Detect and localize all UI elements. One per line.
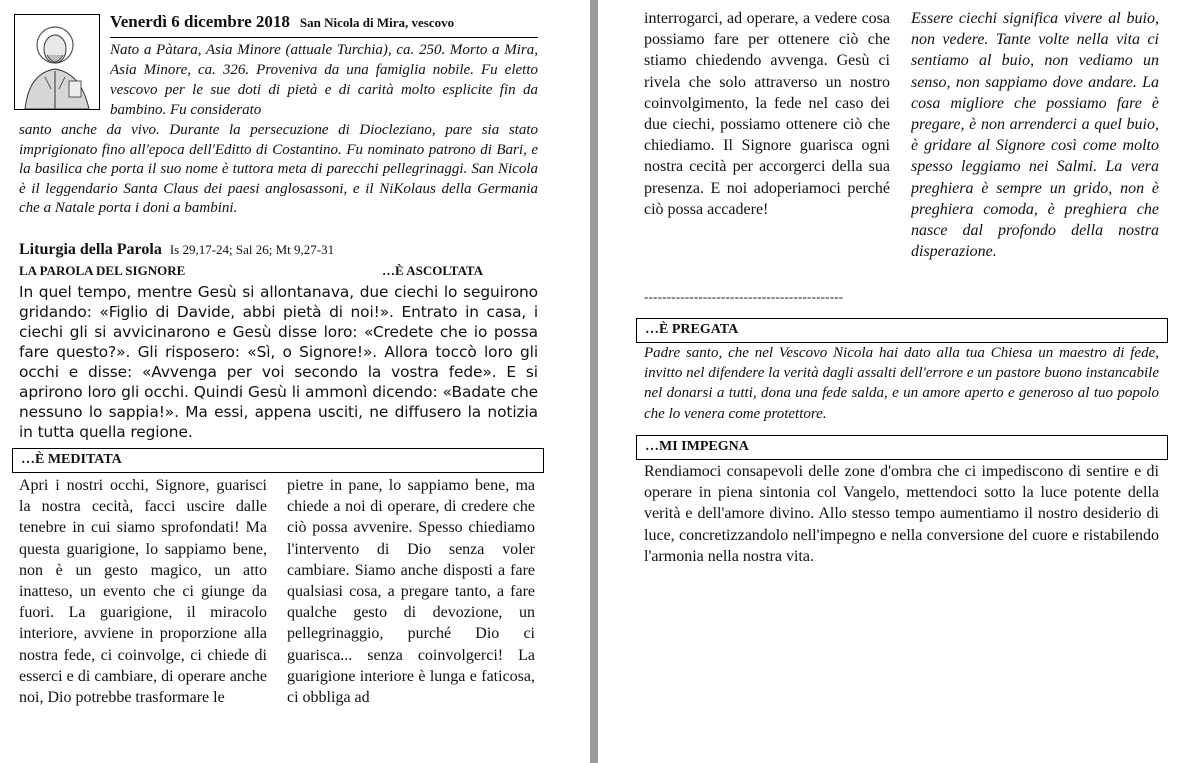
section-commit: …MI IMPEGNA <box>645 439 749 454</box>
meditation-separator: -------------------------------------------- <box>644 289 844 304</box>
meditation-col1: Apri i nostri occhi, Signore, guarisci la nostra cecità, facci uscire dalle tenebre in cui siamo sprofondati! Ma questa guarigione, lo sappiamo bene, non è un gesto magico, un atto inatteso, un evento che ci giunge da fuori. La guarigione, il miracolo interiore, avviene in proporzione alla nostra fede, ci coinvolge, ci chiede di esserci e di cambiare, di operare anche noi, Dio potrebbe trasformare le <box>19 477 267 707</box>
section-word: LA PAROLA DEL SIGNORE <box>19 263 186 278</box>
bio-top: Nato a Pàtara, Asia Minore (attuale Turchia), ca. 250. Morto a Mira, Asia Minore, ca. 326. Proveniva da una famiglia nobile. Fu eletto vescovo per le sue doti di pietà e di carità molto esplicite fin da bambino. Fu considerato <box>110 42 538 118</box>
page-gutter <box>590 0 598 763</box>
liturgy-title: Liturgia della Parola <box>19 241 162 258</box>
liturgy-line <box>19 241 538 259</box>
meditation-col4: Essere ciechi significa vivere al buio, non vedere. Tante volte nella vita ci sentiamo al buio, non vediamo un senso, non sappiamo dove andare. La cosa migliore che possiamo fare è pregare, è non arrenderci a quel buio, è gridare al Signore così come molto spesso leggiamo nei Salmi. La vera preghiera è sempre un grido, non è preghiera comoda, è preghiera che nasce dal profondo della nostra disperazione. <box>911 10 1159 261</box>
section-heard: …È ASCOLTATA <box>382 263 484 278</box>
section-prayed: …È PREGATA <box>645 322 739 337</box>
meditation-col2: pietre in pane, lo sappiamo bene, ma chiede a noi di operare, di credere che ciò possa avvenire. Spesso chiediamo l'intervento di Dio senza voler cambiare. Siamo anche disposti a fare qualsiasi cosa, a pregare tanto, a fare qualche gesto di devozione, un pellegrinaggio, purché Dio ci guarisca... senza coinvolgerci! La guarigione interiore è lunga e faticosa, ci obbliga ad <box>287 477 535 707</box>
liturgy-refs: Is 29,17-24; Sal 26; Mt 9,27-31 <box>169 242 335 257</box>
section-commit-box <box>636 435 1168 460</box>
bio-bottom: santo anche da vivo. Durante la persecuzione di Diocleziano, pare sia stato imprigionato fino all'epoca dell'Editto di Costantino. Fu nominato patrono di Bari, e la basilica che porta il suo nome è tuttora meta di parecchi pellegrinaggi. San Nicola è il leggendario Santa Claus dei paesi anglosassoni, e il NiKolaus della Germania che a Natale porta i doni a bambini. <box>19 122 538 217</box>
section-prayed-box <box>636 318 1168 343</box>
commitment-text: Rendiamoci consapevoli delle zone d'ombra che ci impediscono di sentire e di operare in piena sintonia col Vangelo, mettendoci sotto la luce potente della verità e dell'amore divino. Allo stesso tempo aumentiamo il nostro desiderio di luce, concretizzandolo nell'impegno e nella conversione del cuore e ristabilendo l'armonia nella nostra vita. <box>644 463 1159 565</box>
header-saint: San Nicola di Mira, vescovo <box>299 15 455 30</box>
prayer-text: Padre santo, che nel Vescovo Nicola hai dato alla tua Chiesa un maestro di fede, invitto nel difendere la verità dagli assalti dell'errore e un pastore buono instancabile nel donarsi a tutti, dona una fede salda, e un amore aperto e generoso al tuo popolo che lo venera come protettore. <box>644 345 1159 422</box>
header-rule <box>110 37 538 38</box>
gospel-text: In quel tempo, mentre Gesù si allontanava, due ciechi lo seguirono gridando: «Figlio di Davide, abbi pietà di noi!». Entrato in casa, i ciechi gli si avvicinarono e Gesù disse loro: «Credete che io possa fare questo?». Gli risposero: «Sì, o Signore!». Allora toccò loro gli occhi e disse: «Avvenga per voi secondo la vostra fede». E si aprirono loro gli occhi. Quindi Gesù li ammonì dicendo: «Badate che nessuno lo sappia!». Ma essi, appena usciti, ne diffusero la notizia in tutta quella regione. <box>19 283 538 441</box>
header-date: Venerdì 6 dicembre 2018 <box>110 12 290 31</box>
saint-portrait-icon <box>14 14 100 110</box>
meditation-col3: interrogarci, ad operare, a vedere cosa possiamo fare per ottenere ciò che stiamo chiedendo avvenga. Gesù ci rivela che solo attraverso un nostro coinvolgimento, la fede nel caso dei due ciechi, possiamo ottenere ciò che chiediamo. Il Signore guarisca ogni nostra cecità per accorgerci della sua presenza. E noi adoperiamoci perché ciò possa accadere! <box>644 10 890 218</box>
section-meditated-box <box>12 448 544 473</box>
right-page <box>598 0 1178 763</box>
header <box>110 12 538 34</box>
section-meditated: …È MEDITATA <box>21 452 122 467</box>
